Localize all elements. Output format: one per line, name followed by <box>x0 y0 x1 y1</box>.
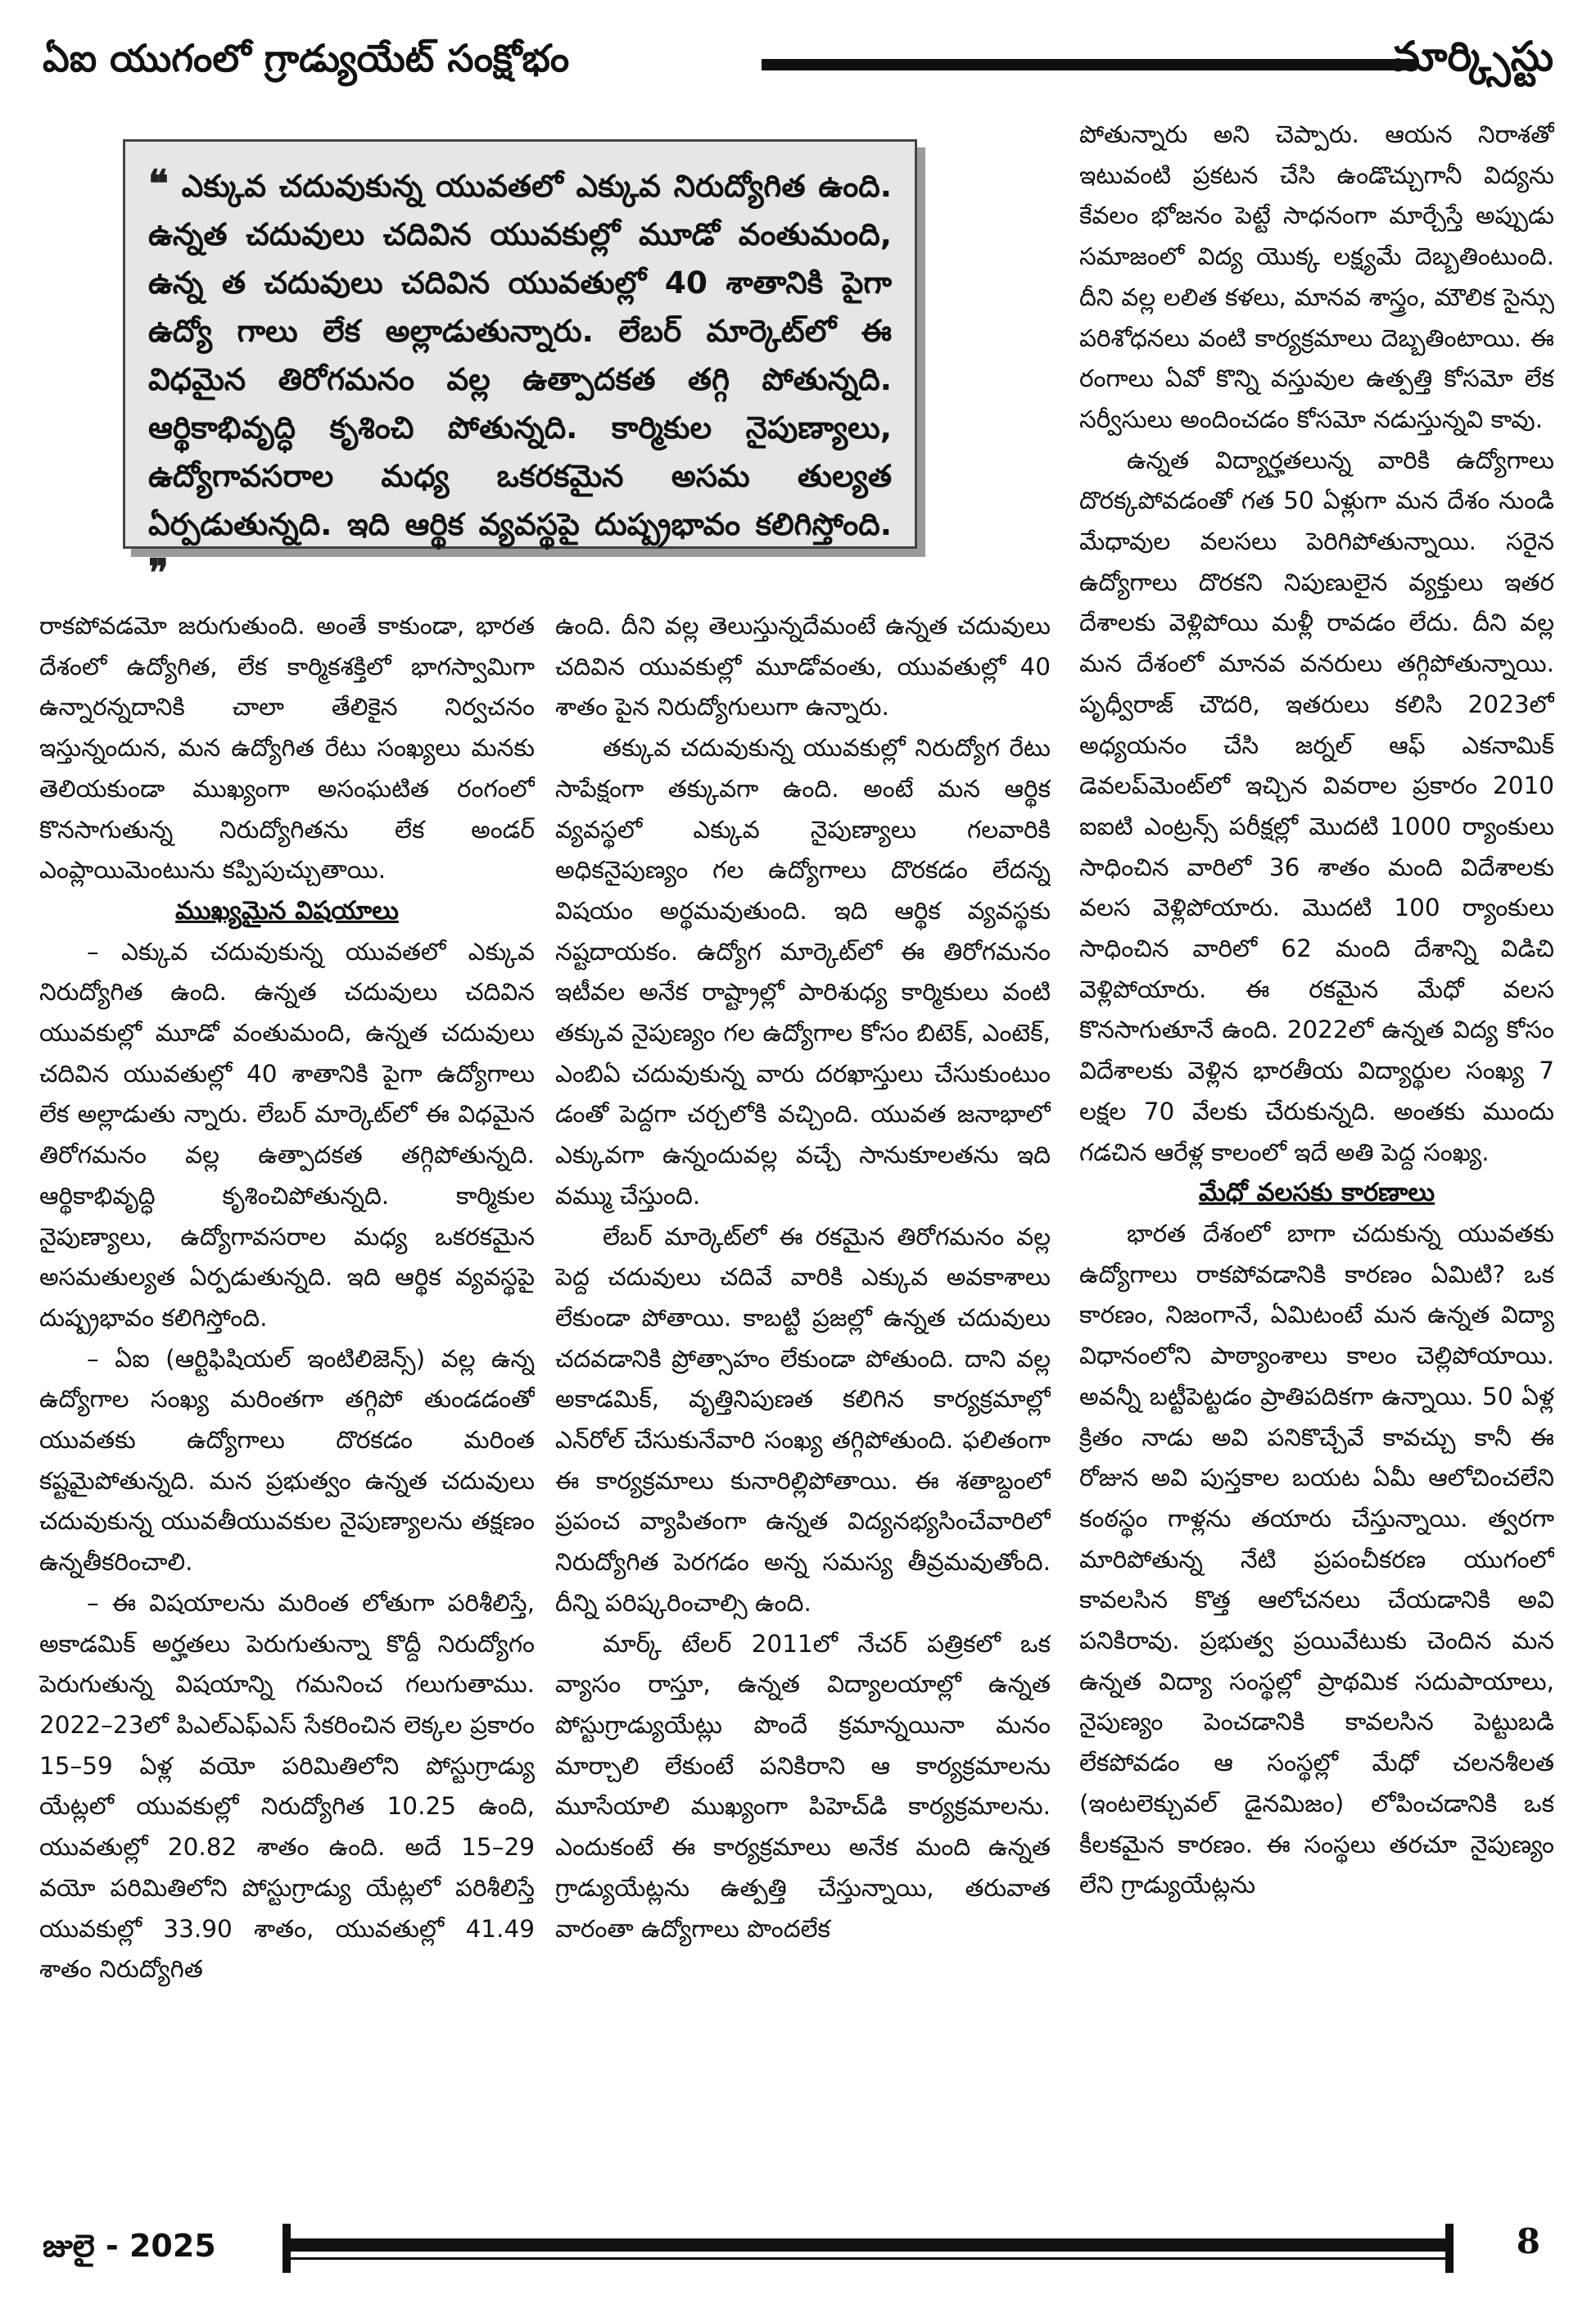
section-heading: ముఖ్యమైన విషయాలు <box>175 895 399 926</box>
footer-rule <box>283 2238 1454 2252</box>
paragraph: – ఎక్కువ చదువుకున్న యువతలో ఎక్కువ నిరుద్యోగిత ఉంది. ఉన్నత చదువులు చదివిన యువకుల్లో మూడో వంతుమంది, ఉన్నత చదువులు చదివిన యువతుల్లో 40 శాతానికి పైగా ఉద్యోగాలు లేక అల్లాడుతు న్నారు. లేబర్ మార్కెట్‌లో ఈ విధమైన తిరోగమనం వల్ల ఉత్పాదకత తగ్గిపోతున్నది. ఆర్థికాభివృద్ధి కృశించిపోతున్నది. కార్మికుల నైపుణ్యాలు, ఉద్యోగావసరాల మధ్య ఒకరకమైన అసమతుల్యత ఏర్పడుతున్నది. ఇది ఆర్థిక వ్యవస్థపై దుష్ప్రభావం కలిగిస్తోంది. <box>39 937 535 1332</box>
header-rule <box>762 59 1417 70</box>
paragraph: ఉంది. దీని వల్ల తెలుస్తున్నదేమంటే ఉన్నత చదువులు చదివిన యువకుల్లో మూడోవంతు, యువతుల్లో 40 శాతం పైన నిరుద్యోగులుగా ఉన్నారు. <box>555 612 1051 722</box>
column-3 <box>1079 115 1554 2203</box>
footer-rule-thin <box>283 2257 1454 2260</box>
paragraph: రాకపోవడమో జరుగుతుంది. అంతే కాకుండా, భారత దేశంలో ఉద్యోగిత, లేక కార్మికశక్తిలో భాగస్వామిగా ఉన్నారన్నదానికి చాలా తేలికైన నిర్వచనం ఇస్తున్నందున, మన ఉద్యోగిత రేటు సంఖ్యలు మనకు తెలియకుండా ముఖ్యంగా అసంఘటిత రంగంలో కొనసాగుతున్న నిరుద్యోగితను లేక అండర్ ఎంప్లాయిమెంటును కప్పిపుచ్చుతాయి. <box>39 612 535 885</box>
pull-quote <box>148 160 892 600</box>
open-quote-icon: ❝ <box>148 161 169 206</box>
column-1 <box>39 606 535 2203</box>
issue-date: జులై - 2025 <box>43 2228 216 2264</box>
paragraph: ఉన్నత విద్యార్హతలున్న వారికి ఉద్యోగాలు దొరక్కపోవడంతో గత 50 ఏళ్లుగా మన దేశం నుండి మేధావుల వలసలు పెరిగిపోతున్నాయి. సరైన ఉద్యోగాలు దొరకని నిపుణులైన వ్యక్తులు ఇతర దేశాలకు వెళ్లిపోయి మళ్లీ రావడం లేదు. దీని వల్ల మన దేశంలో మానవ వనరులు తగ్గిపోతున్నాయి. పృధ్వీరాజ్ చౌదరి, ఇతరులు కలిసి 2023లో అధ్యయనం చేసి జర్నల్ ఆఫ్ ఎకనామిక్ డెవలప్‌మెంట్‌లో ఇచ్చిన వివరాల ప్రకారం 2010 ఐఐటి ఎంట్రన్స్ పరీక్షల్లో మొదటి 1000 ర్యాంకులు సాధించిన వారిలో 36 శాతం మంది విదేశాలకు వలస వెళ్లిపోయారు. మొదటి 100 ర్యాంకులు సాధించిన వారిలో 62 మంది దేశాన్ని విడిచి వెళ్లిపోయారు. ఈ రకమైన మేధో వలస కొనసాగుతూనే ఉంది. 2022లో ఉన్నత విద్య కోసం విదేశాలకు వెళ్లిన భారతీయ విద్యార్థుల సంఖ్య 7 లక్షల 70 వేలకు చేరుకున్నది. అంతకు ముందు గడచిన ఆరేళ్ల కాలంలో ఇదే అతి పెద్ద సంఖ్య. <box>1079 446 1554 1166</box>
pull-quote-text: ఎక్కువ చదువుకున్న యువతలో ఎక్కువ నిరుద్యోగిత ఉంది. ఉన్నత చదువులు చదివిన యువకుల్లో మూడో వంతుమంది, ఉన్న త చదువులు చదివిన యువతుల్లో 40 శాతానికి పైగా ఉద్యో గాలు లేక అల్లాడుతున్నారు. లేబర్ మార్కెట్‌లో ఈ విధమైన తిరోగమనం వల్ల ఉత్పాదకత తగ్గి పోతున్నది. ఆర్థికాభివృద్ధి కృశించి పోతున్నది. కార్మికుల నైపుణ్యాలు, ఉద్యోగావసరాల మధ్య ఒకరకమైన అసమ తుల్యత ఏర్పడుతున్నది. ఇది ఆర్థిక వ్యవస్థపై దుష్ప్రభావం కలిగిస్తోంది. <box>148 168 892 542</box>
paragraph: మార్క్ టేలర్ 2011లో నేచర్ పత్రికలో ఒక వ్యాసం రాస్తూ, ఉన్నత విద్యాలయాల్లో ఉన్నత పోస్టుగ్రాడ్యుయేట్లు పొందే క్రమాన్నయినా మనం మార్చాలి లేకుంటే పనికిరాని ఆ కార్యక్రమాలను మూసేయాలి ముఖ్యంగా పిహెచ్‌డి కార్యక్రమాలను. ఎందుకంటే ఈ కార్యక్రమాలు అనేక మంది ఉన్నత గ్రాడ్యుయేట్లను ఉత్పత్తి చేస్తున్నాయి, తరువాత వారంతా ఉద్యోగాలు పొందలేక <box>555 1629 1051 1943</box>
paragraph: – ఈ విషయాలను మరింత లోతుగా పరిశీలిస్తే, అకాడమిక్ అర్హతలు పెరుగుతున్నా కొద్దీ నిరుద్యోగం పెరుగుతున్న విషయాన్ని గమనించ గలుగుతాము. 2022–23లో పిఎల్ఎఫ్ఎస్ సేకరించిన లెక్కల ప్రకారం 15–59 ఏళ్ల వయో పరిమితిలోని పోస్టుగ్రాడ్యు యేట్లలో యువకుల్లో నిరుద్యోగిత 10.25 ఉంది, యువతుల్లో 20.82 శాతం ఉంది. అదే 15–29 వయో పరిమితిలోని పోస్టుగ్రాడ్యు యేట్లలో పరిశీలిస్తే యువకుల్లో 33.90 శాతం, యువతుల్లో 41.49 శాతం నిరుద్యోగిత <box>39 1588 535 1984</box>
paragraph: భారత దేశంలో బాగా చదుకున్న యువతకు ఉద్యోగాలు రాకపోవడానికి కారణం ఏమిటి? ఒక కారణం, నిజంగానే, ఏమిటంటే మన ఉన్నత విద్యా విధానంలోని పాఠ్యాంశాలు కాలం చెల్లిపోయాయి. అవన్నీ బట్టీపెట్టడం ప్రాతిపదికగా ఉన్నాయి. 50 ఏళ్ల క్రితం నాడు అవి పనికొచ్చేవే కావచ్చు కానీ ఈ రోజున అవి పుస్తకాల బయట ఏమీ ఆలోచించలేని కంఠస్థం గాళ్లను తయారు చేస్తున్నాయి. త్వరగా మారిపోతున్న నేటి ప్రపంచీకరణ యుగంలో కావలసిన కొత్త ఆలోచనలు చేయడానికి అవి పనికిరావు. ప్రభుత్వ ప్రయివేటుకు చెందిన మన ఉన్నత విద్యా సంస్థల్లో ప్రాథమిక సదుపాయాలు, నైపుణ్యం పెంచడానికి కావలసిన పెట్టుబడి లేకపోవడం ఆ సంస్థల్లో మేధో చలనశీలత (ఇంటలెక్చువల్ డైనమిజం) లోపించడానికి ఒక కీలకమైన కారణం. ఈ సంస్థలు తరచూ నైపుణ్యం లేని గ్రాడ్యుయేట్లను <box>1079 1219 1554 1899</box>
page-number: 8 <box>1516 2221 1540 2261</box>
paragraph: లేబర్ మార్కెట్‌లో ఈ రకమైన తిరోగమనం వల్ల పెద్ద చదువులు చదివే వారికి ఎక్కువ అవకాశాలు లేకుండా పోతాయి. కాబట్టి ప్రజల్లో ఉన్నత చదువులు చదవడానికి ప్రోత్సాహం లేకుండా పోతుంది. దాని వల్ల అకాడమిక్, వృత్తినిపుణత కలిగిన కార్యక్రమాల్లో ఎన్‌రోల్ చేసుకునేవారి సంఖ్య తగ్గిపోతుంది. ఫలితంగా ఈ కార్యక్రమాలు కునారిల్లిపోతాయి. ఈ శతాబ్దంలో ప్రపంచ వ్యాపితంగా ఉన్నత విద్యనభ్యసించేవారిలో నిరుద్యోగిత పెరగడం అన్న సమస్య తీవ్రమవుతోంది. దీన్ని పరిష్కరించాల్సి ఉంది. <box>555 1222 1051 1617</box>
paragraph: పోతున్నారు అని చెప్పారు. ఆయన నిరాశతో ఇటువంటి ప్రకటన చేసి ఉండొచ్చుగానీ విద్యను కేవలం భోజనం పెట్టే సాధనంగా మార్చేస్తే అప్పుడు సమాజంలో విద్య యొక్క లక్ష్యమే దెబ్బతింటుంది. దీని వల్ల లలిత కళలు, మానవ శాస్త్రం, మౌలిక సైన్సు పరిశోధనలు వంటి కార్యక్రమాలు దెబ్బతింటాయి. ఈ రంగాలు ఏవో కొన్ని వస్తువుల ఉత్పత్తి కోసమో లేక సర్వీసులు అందించడం కోసమో నడుస్తున్నవి కావు. <box>1079 120 1554 433</box>
section-heading: మేధో వలసకు కారణాలు <box>1198 1178 1435 1208</box>
footer-rule-cap <box>1445 2224 1454 2273</box>
pull-quote-box <box>123 139 917 595</box>
paragraph: తక్కువ చదువుకున్న యువకుల్లో నిరుద్యోగ రేటు సాపేక్షంగా తక్కువగా ఉంది. అంటే మన ఆర్థిక వ్యవస్థలో ఎక్కువ నైపుణ్యాలు గలవారికి అధికనైపుణ్యం గల ఉద్యోగాలు దొరకడం లేదన్న విషయం అర్థమవుతుంది. ఇది ఆర్థిక వ్యవస్థకు నష్టదాయకం. ఉద్యోగ మార్కెట్‌లో ఈ తిరోగమనం ఇటీవల అనేక రాష్ట్రాల్లో పారిశుధ్య కార్మికులు వంటి తక్కువ నైపుణ్యం గల ఉద్యోగాల కోసం బిటెక్, ఎంటెక్, ఎంబిఏ చదువుకున్న వారు దరఖాస్తులు చేసుకుంటుం డంతో పెద్దగా చర్చలోకి వచ్చింది. యువత జనాభాలో ఎక్కువగా ఉన్నందువల్ల వచ్చే సానుకూలతను ఇది వమ్ము చేస్తుంది. <box>555 734 1051 1210</box>
magazine-name: మార్క్సిస్టు <box>1390 33 1553 80</box>
article-title: ఏఐ యుగంలో గ్రాడ్యుయేట్ సంక్షోభం <box>43 36 570 80</box>
column-2 <box>555 606 1051 2203</box>
close-quote-icon: ❞ <box>148 550 169 595</box>
paragraph: – ఏఐ (ఆర్టిఫిషియల్ ఇంటిలిజెన్స్) వల్ల ఉన్న ఉద్యోగాల సంఖ్య మరింతగా తగ్గిపో తుండడంతో యువతకు ఉద్యోగాలు దొరకడం మరింత కష్టమైపోతున్నది. మన ప్రభుత్వం ఉన్నత చదువులు చదువుకున్న యువతీయువకుల నైపుణ్యాలను తక్షణం ఉన్నతీకరించాలి. <box>39 1344 535 1577</box>
